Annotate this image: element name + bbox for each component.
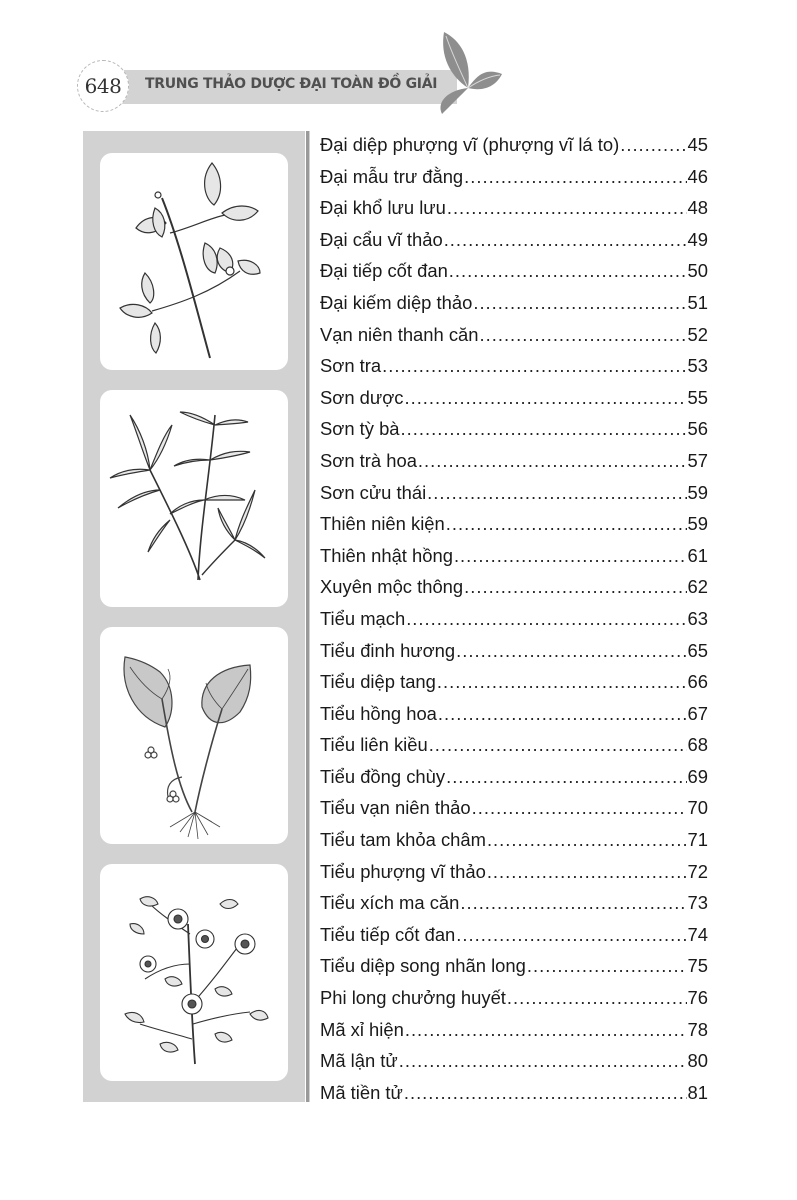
- toc-entry-title: Sơn trà hoa: [320, 449, 417, 471]
- toc-entry-title: Mã tiền tử: [320, 1081, 403, 1103]
- toc-entry[interactable]: [320, 1019, 708, 1051]
- dot-leader: [401, 418, 687, 440]
- dot-leader: [438, 703, 687, 725]
- toc-entry[interactable]: [320, 292, 708, 324]
- toc-entry-page: 46: [687, 165, 708, 187]
- toc-entry[interactable]: [320, 355, 708, 387]
- toc-entry[interactable]: [320, 797, 708, 829]
- toc-entry-page: 72: [687, 860, 708, 882]
- toc-entry-page: 68: [687, 734, 708, 756]
- toc-entry-page: 65: [687, 639, 708, 661]
- dot-leader: [480, 324, 687, 346]
- toc-entry[interactable]: [320, 482, 708, 514]
- toc-entry-title: Tiểu mạch: [320, 607, 406, 629]
- toc-entry-page: 66: [687, 671, 708, 693]
- toc-entry[interactable]: [320, 955, 708, 987]
- flowering-branch-illustration: [100, 864, 288, 1081]
- toc-entry[interactable]: [320, 766, 708, 798]
- toc-entry-title: Tiểu xích ma căn: [320, 892, 460, 914]
- dot-leader: [404, 387, 686, 409]
- toc-entry-title: Sơn cửu thái: [320, 481, 427, 503]
- toc-entry-page: 45: [687, 134, 708, 155]
- toc-entry-page: 52: [687, 323, 708, 345]
- toc-entry-page: 67: [687, 702, 708, 724]
- toc-entry-title: Đại tiếp cốt đan: [320, 260, 448, 282]
- toc-entry[interactable]: [320, 576, 708, 608]
- dot-leader: [527, 955, 687, 977]
- toc-entry-title: Tiểu tiếp cốt đan: [320, 923, 456, 945]
- toc-entry[interactable]: [320, 861, 708, 893]
- dot-leader: [418, 450, 687, 472]
- dot-leader: [456, 640, 686, 662]
- leaf-icon: [430, 30, 510, 116]
- toc-entry-title: Mã lận tử: [320, 1050, 398, 1072]
- dot-leader: [446, 513, 687, 535]
- toc-entry-page: 51: [687, 291, 708, 313]
- book-title: TRUNG THẢO DƯỢC ĐẠI TOÀN ĐỒ GIẢI: [145, 76, 438, 92]
- toc-entry-page: 80: [687, 1050, 708, 1072]
- dot-leader: [405, 1019, 687, 1041]
- toc-entry[interactable]: [320, 829, 708, 861]
- toc-entry-page: 59: [687, 481, 708, 503]
- dot-leader: [446, 766, 686, 788]
- toc-entry-title: Sơn dược: [320, 386, 404, 408]
- dot-leader: [399, 1050, 687, 1072]
- toc-entry-title: Đại cẩu vĩ thảo: [320, 228, 443, 250]
- toc-entry-page: 70: [687, 797, 708, 819]
- toc-entry-page: 59: [687, 513, 708, 535]
- dot-leader: [460, 892, 686, 914]
- toc-entry[interactable]: [320, 924, 708, 956]
- toc-entry[interactable]: [320, 892, 708, 924]
- toc-entry-page: 50: [687, 260, 708, 282]
- toc-entry[interactable]: [320, 1050, 708, 1082]
- toc-entry-title: Vạn niên thanh căn: [320, 323, 479, 345]
- dot-leader: [456, 924, 686, 946]
- toc-entry[interactable]: [320, 640, 708, 672]
- toc-entry-page: 61: [687, 544, 708, 566]
- dot-leader: [449, 260, 687, 282]
- toc-entry-page: 57: [687, 449, 708, 471]
- toc-entry[interactable]: [320, 703, 708, 735]
- toc-entry[interactable]: [320, 671, 708, 703]
- toc-entry-page: 81: [687, 1081, 708, 1103]
- toc-entry[interactable]: [320, 545, 708, 577]
- toc-entry[interactable]: [320, 1082, 708, 1114]
- toc-entry-page: 53: [687, 355, 708, 377]
- toc-entry[interactable]: [320, 450, 708, 482]
- dot-leader: [507, 987, 687, 1009]
- toc-entry[interactable]: [320, 387, 708, 419]
- toc-entry-title: Phi long chưởng huyết: [320, 987, 506, 1009]
- toc-entry-page: 78: [687, 1018, 708, 1040]
- narrow-leaf-plant-illustration: [100, 390, 288, 607]
- dot-leader: [454, 545, 687, 567]
- toc-entry-page: 75: [687, 955, 708, 977]
- illustration-card: [100, 864, 288, 1081]
- toc-entry-page: 71: [687, 829, 708, 851]
- toc-entry[interactable]: [320, 260, 708, 292]
- dot-leader: [427, 482, 686, 504]
- dot-leader: [473, 292, 686, 314]
- toc-entry-page: 62: [687, 576, 708, 598]
- toc-entry[interactable]: [320, 324, 708, 356]
- toc-entry-title: Xuyên mộc thông: [320, 576, 464, 598]
- dot-leader: [464, 166, 686, 188]
- toc-entry-page: 69: [687, 765, 708, 787]
- illustration-card: [100, 627, 288, 844]
- toc-entry-page: 49: [687, 228, 708, 250]
- dot-leader: [472, 797, 687, 819]
- dot-leader: [447, 197, 687, 219]
- toc-entry[interactable]: [320, 734, 708, 766]
- heart-leaf-plant-illustration: [100, 627, 288, 844]
- dot-leader: [464, 576, 686, 598]
- toc-entry-title: Tiểu đồng chùy: [320, 765, 446, 787]
- illustration-card: [100, 153, 288, 370]
- toc-entry-title: Tiểu phượng vĩ thảo: [320, 860, 486, 882]
- toc-entry-title: Sơn tra: [320, 355, 382, 377]
- toc-entry[interactable]: [320, 134, 708, 166]
- toc-entry-title: Đại diệp phượng vĩ (phượng vĩ lá to): [320, 134, 620, 155]
- toc-entry-title: Tiểu tam khỏa châm: [320, 829, 486, 851]
- toc-entry-page: 56: [687, 418, 708, 440]
- dot-leader: [487, 861, 687, 883]
- table-of-contents: [320, 134, 708, 1113]
- toc-entry-title: Tiểu liên kiều: [320, 734, 428, 756]
- toc-entry[interactable]: [320, 229, 708, 261]
- dot-leader: [444, 229, 687, 251]
- toc-entry-page: 63: [687, 607, 708, 629]
- toc-entry[interactable]: [320, 608, 708, 640]
- toc-entry-title: Tiểu đinh hương: [320, 639, 456, 661]
- toc-entry-title: Mã xỉ hiện: [320, 1018, 404, 1040]
- dot-leader: [437, 671, 687, 693]
- toc-entry-title: Thiên niên kiện: [320, 513, 445, 535]
- climbing-vine-plant-illustration: [100, 153, 288, 370]
- toc-entry-title: Tiểu diệp song nhãn long: [320, 955, 526, 977]
- dot-leader: [406, 608, 686, 630]
- dot-leader: [620, 134, 686, 156]
- toc-entry-page: 74: [687, 923, 708, 945]
- toc-entry-title: Tiểu hồng hoa: [320, 702, 437, 724]
- toc-entry-title: Sơn tỳ bà: [320, 418, 400, 440]
- toc-entry[interactable]: [320, 987, 708, 1019]
- toc-entry-title: Đại kiếm diệp thảo: [320, 291, 473, 313]
- toc-entry-page: 48: [687, 197, 708, 219]
- column-divider: [306, 131, 310, 1102]
- page-number-badge: [77, 60, 129, 112]
- toc-entry-title: Đại mẫu trư đằng: [320, 165, 464, 187]
- toc-entry-title: Thiên nhật hồng: [320, 544, 453, 566]
- toc-entry-title: Đại khổ lưu lưu: [320, 197, 446, 219]
- toc-entry[interactable]: [320, 197, 708, 229]
- dot-leader: [382, 355, 686, 377]
- toc-entry-page: 73: [687, 892, 708, 914]
- toc-entry-page: 55: [687, 386, 708, 408]
- dot-leader: [404, 1082, 687, 1104]
- illustration-card: [100, 390, 288, 607]
- toc-entry[interactable]: [320, 513, 708, 545]
- dot-leader: [487, 829, 687, 851]
- page-number: 648: [84, 74, 122, 98]
- toc-entry[interactable]: [320, 166, 708, 198]
- toc-entry-title: Tiểu diệp tang: [320, 671, 436, 693]
- toc-entry[interactable]: [320, 418, 708, 450]
- toc-entry-title: Tiểu vạn niên thảo: [320, 797, 471, 819]
- toc-entry-page: 76: [687, 987, 708, 1009]
- dot-leader: [429, 734, 687, 756]
